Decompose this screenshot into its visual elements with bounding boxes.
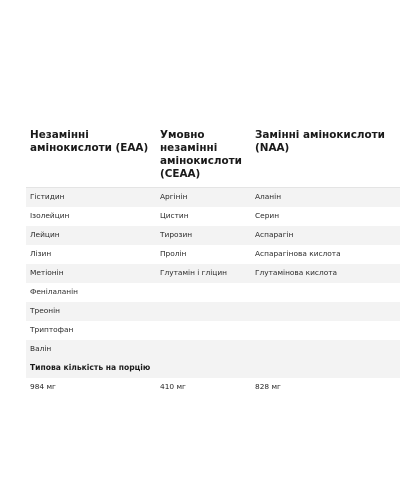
cell: Ізолейцин: [26, 207, 156, 226]
portion-value-essential: 984 мг: [26, 378, 156, 397]
portion-values-row: [26, 378, 400, 397]
cell: Цистин: [156, 207, 253, 226]
cell: [253, 321, 400, 340]
portion-value-conditionally-essential: 410 мг: [156, 378, 253, 397]
cell: Аспарагін: [253, 226, 400, 245]
cell: [253, 283, 400, 302]
cell: Серин: [253, 207, 400, 226]
cell: [253, 340, 400, 359]
amino-acids-table: [26, 125, 400, 397]
cell: Аспарагінова кислота: [253, 245, 400, 264]
portion-label: Типова кількість на порцію: [26, 359, 400, 378]
portion-header-row: [26, 359, 400, 378]
cell: Триптофан: [26, 321, 156, 340]
cell: [156, 340, 253, 359]
cell: Аргінін: [156, 188, 253, 207]
table-row: [26, 321, 400, 340]
table-row: [26, 302, 400, 321]
header-conditionally-essential: Умовно незамінні амінокислоти (CEAA): [156, 125, 253, 188]
cell: Аланін: [253, 188, 400, 207]
header-nonessential: Замінні амінокислоти (NAA): [253, 125, 400, 188]
table-row: [26, 188, 400, 207]
cell: Глутамінова кислота: [253, 264, 400, 283]
cell: Фенілаланін: [26, 283, 156, 302]
cell: Лізин: [26, 245, 156, 264]
cell: Валін: [26, 340, 156, 359]
cell: Пролін: [156, 245, 253, 264]
cell: [156, 321, 253, 340]
cell: Тирозин: [156, 226, 253, 245]
cell: Треонін: [26, 302, 156, 321]
table-row: [26, 226, 400, 245]
header-essential: Незамінні амінокислоти (EAA): [26, 125, 156, 188]
cell: Гістидин: [26, 188, 156, 207]
cell: Глутамін і гліцин: [156, 264, 253, 283]
cell: [156, 283, 253, 302]
cell: [156, 302, 253, 321]
portion-value-nonessential: 828 мг: [253, 378, 400, 397]
cell: Лейцин: [26, 226, 156, 245]
cell: Метіонін: [26, 264, 156, 283]
table-row: [26, 340, 400, 359]
table-header-row: [26, 125, 400, 188]
table-row: [26, 264, 400, 283]
table-row: [26, 207, 400, 226]
table-row: [26, 245, 400, 264]
cell: [253, 302, 400, 321]
table-row: [26, 283, 400, 302]
